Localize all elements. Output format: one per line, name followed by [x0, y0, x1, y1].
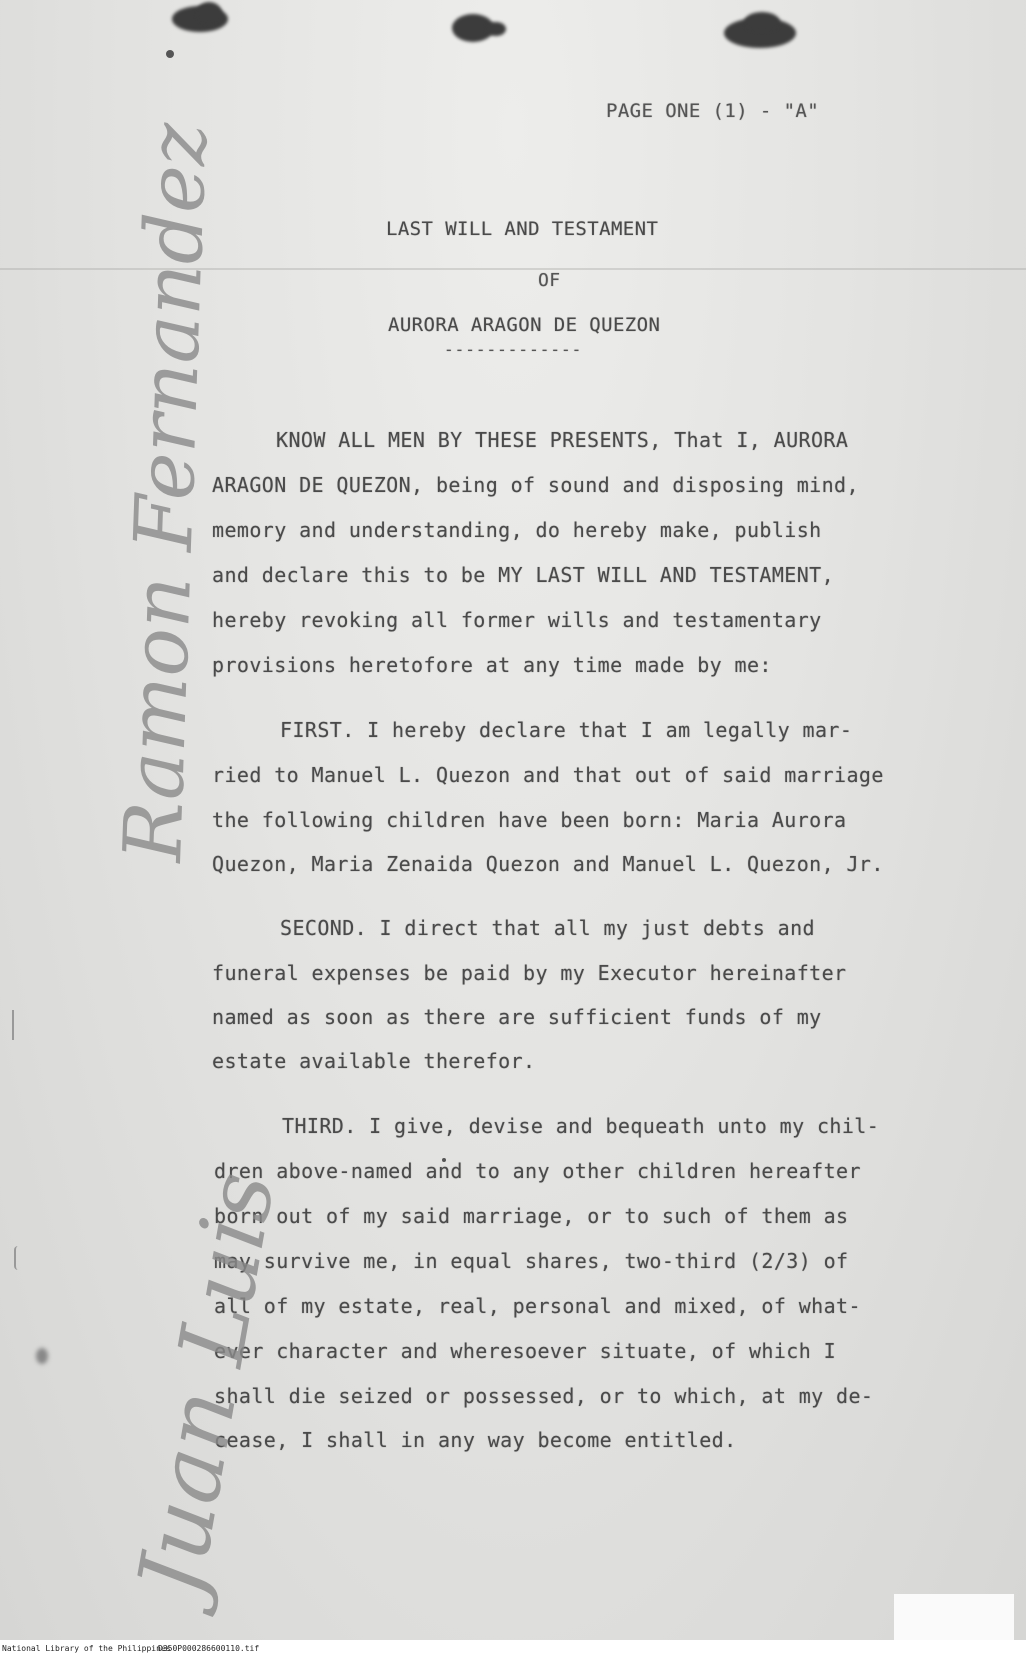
- body-line: all of my estate, real, personal and mixed, of what-: [214, 1294, 861, 1318]
- body-line: THIRD. I give, devise and bequeath unto my chil-: [282, 1114, 880, 1138]
- body-line: ried to Manuel L. Quezon and that out of said marriage: [212, 763, 884, 787]
- margin-pen-mark: [14, 1246, 22, 1270]
- body-line: ever character and wheresoever situate, of which I: [214, 1339, 837, 1363]
- footer-institution: National Library of the Philippines: [2, 1644, 171, 1653]
- body-line: dren above-named and to any other children hereafter: [214, 1159, 861, 1183]
- margin-pen-mark: [12, 1010, 14, 1040]
- page-number: PAGE ONE (1) - "A": [606, 100, 820, 122]
- body-line: cease, I shall in any way become entitled.: [214, 1428, 737, 1452]
- body-line: estate available therefor.: [212, 1049, 536, 1073]
- body-line: named as soon as there are sufficient funds of my: [212, 1005, 822, 1029]
- testator-name-heading: AURORA ARAGON DE QUEZON: [388, 314, 661, 336]
- document-title-of: OF: [538, 270, 561, 291]
- ink-speck: [36, 1348, 48, 1364]
- body-line: memory and understanding, do hereby make, publish: [212, 518, 822, 542]
- body-line: FIRST. I hereby declare that I am legally mar-: [280, 718, 853, 742]
- margin-signature: Juan Luis: [118, 1164, 296, 1604]
- redaction-block: [894, 1594, 1014, 1646]
- scan-footer: [0, 1640, 1026, 1658]
- body-line: hereby revoking all former wills and testamentary: [212, 608, 822, 632]
- footer-file-id: D350P000286600110.tif: [158, 1644, 260, 1653]
- binding-hole-mark: [486, 22, 506, 36]
- body-line: funeral expenses be paid by my Executor hereinafter: [212, 961, 847, 985]
- body-line: provisions heretofore at any time made by me:: [212, 653, 772, 677]
- body-line: SECOND. I direct that all my just debts and: [280, 916, 815, 940]
- body-line: ARAGON DE QUEZON, being of sound and disposing mind,: [212, 473, 859, 497]
- body-line: and declare this to be MY LAST WILL AND TESTAMENT,: [212, 563, 835, 587]
- body-line: shall die seized or possessed, or to which, at my de-: [214, 1384, 874, 1408]
- body-line: the following children have been born: Maria Aurora: [212, 808, 847, 832]
- binding-hole-mark: [196, 2, 222, 24]
- document-title: LAST WILL AND TESTAMENT: [386, 218, 659, 240]
- body-line: KNOW ALL MEN BY THESE PRESENTS, That I, AURORA: [276, 428, 849, 452]
- margin-signature: Ramon Fernandez: [106, 121, 225, 864]
- title-underline: -------------: [444, 340, 583, 359]
- binding-hole-mark: [744, 12, 780, 32]
- body-line: born out of my said marriage, or to such of them as: [214, 1204, 849, 1228]
- body-line: may survive me, in equal shares, two-third (2/3) of: [214, 1249, 849, 1273]
- ink-speck: [166, 50, 174, 58]
- body-line: Quezon, Maria Zenaida Quezon and Manuel L. Quezon, Jr.: [212, 852, 884, 876]
